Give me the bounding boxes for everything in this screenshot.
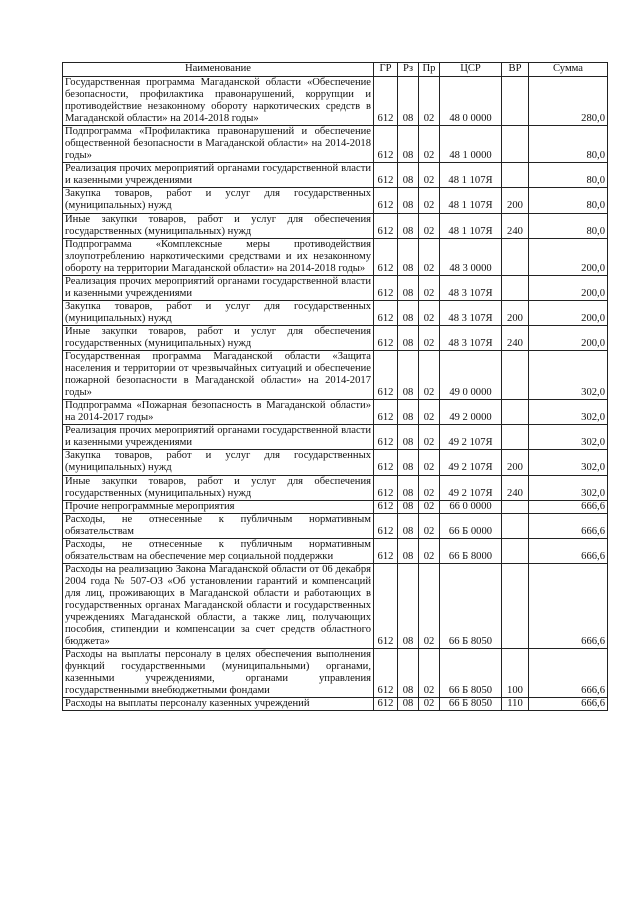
cell-pr: 02 [419,351,440,400]
cell-vr: 200 [502,450,529,475]
cell-sum: 302,0 [529,450,608,475]
cell-name: Реализация прочих мероприятий органами государственной власти и казенными учреждениями [63,163,374,188]
cell-name: Расходы на выплаты персоналу в целях обеспечения выполнения функций государственными (муниципальными) органами, казенными учреждениями, органами управления государственными внебюджетными фондами [63,649,374,698]
cell-vr [502,563,529,648]
cell-sum: 280,0 [529,77,608,126]
cell-vr [502,400,529,425]
cell-pr: 02 [419,513,440,538]
cell-vr [502,425,529,450]
cell-name: Расходы на выплаты персоналу казенных учреждений [63,698,374,711]
cell-gr: 612 [374,275,398,300]
cell-csr: 48 1 0000 [440,126,502,163]
cell-vr [502,351,529,400]
cell-pr: 02 [419,325,440,350]
cell-gr: 612 [374,649,398,698]
table-row [63,275,608,300]
table-row [63,400,608,425]
table-row [63,513,608,538]
cell-pr: 02 [419,475,440,500]
cell-vr: 200 [502,188,529,213]
cell-gr: 612 [374,698,398,711]
cell-csr: 48 0 0000 [440,77,502,126]
table-row [63,163,608,188]
cell-pr: 02 [419,400,440,425]
cell-csr: 49 2 107Я [440,450,502,475]
cell-rz: 08 [398,500,419,513]
cell-gr: 612 [374,188,398,213]
cell-csr: 48 3 107Я [440,325,502,350]
cell-rz: 08 [398,213,419,238]
table-row [63,188,608,213]
table-row [63,698,608,711]
cell-name: Расходы на реализацию Закона Магаданской области от 06 декабря 2004 года № 507-ОЗ «Об установлении гарантий и компенсаций для лиц, проживающих в Магаданской области и работающих в государственных органах Магаданской области и государственных учреждениях Магаданской области, а также лиц, получающих пособия, стипендии и компенсации за счет средств областного бюджета» [63,563,374,648]
cell-csr: 49 2 107Я [440,475,502,500]
cell-pr: 02 [419,300,440,325]
cell-name: Закупка товаров, работ и услуг для государственных (муниципальных) нужд [63,188,374,213]
cell-pr: 02 [419,698,440,711]
cell-rz: 08 [398,513,419,538]
table-row [63,475,608,500]
cell-gr: 612 [374,77,398,126]
cell-sum: 302,0 [529,425,608,450]
cell-rz: 08 [398,77,419,126]
cell-pr: 02 [419,126,440,163]
budget-page [62,62,607,711]
cell-vr [502,538,529,563]
cell-sum: 80,0 [529,126,608,163]
header-sum: Сумма [529,63,608,77]
cell-pr: 02 [419,425,440,450]
cell-sum: 80,0 [529,188,608,213]
cell-sum: 200,0 [529,275,608,300]
cell-csr: 49 2 107Я [440,425,502,450]
cell-rz: 08 [398,126,419,163]
table-row [63,325,608,350]
cell-sum: 666,6 [529,513,608,538]
cell-gr: 612 [374,425,398,450]
table-row [63,500,608,513]
header-csr: ЦСР [440,63,502,77]
header-gr: ГР [374,63,398,77]
cell-rz: 08 [398,188,419,213]
cell-sum: 302,0 [529,351,608,400]
cell-name: Государственная программа Магаданской области «Защита населения и территории от чрезвычайных ситуаций и обеспечение пожарной безопасности в Магаданской области» на 2014-2017 годы» [63,351,374,400]
cell-csr: 66 0 0000 [440,500,502,513]
cell-pr: 02 [419,649,440,698]
cell-name: Иные закупки товаров, работ и услуг для обеспечения государственных (муниципальных) нужд [63,475,374,500]
cell-gr: 612 [374,475,398,500]
cell-vr: 100 [502,649,529,698]
table-row [63,213,608,238]
header-name: Наименование [63,63,374,77]
table-header [63,63,608,77]
cell-rz: 08 [398,698,419,711]
cell-name: Прочие непрограммные мероприятия [63,500,374,513]
cell-vr: 110 [502,698,529,711]
cell-vr [502,163,529,188]
cell-vr [502,126,529,163]
cell-gr: 612 [374,213,398,238]
cell-sum: 666,6 [529,649,608,698]
cell-gr: 612 [374,563,398,648]
cell-csr: 49 2 0000 [440,400,502,425]
cell-gr: 612 [374,450,398,475]
cell-rz: 08 [398,275,419,300]
cell-csr: 48 1 107Я [440,213,502,238]
cell-sum: 302,0 [529,475,608,500]
header-pr: Пр [419,63,440,77]
cell-csr: 66 Б 8050 [440,698,502,711]
cell-gr: 612 [374,163,398,188]
cell-csr: 66 Б 8000 [440,538,502,563]
cell-name: Подпрограмма «Комплексные меры противодействия злоупотреблению наркотическими средствами и их незаконному обороту на территории Магаданской области» на 2014-2018 годы» [63,238,374,275]
cell-pr: 02 [419,563,440,648]
cell-pr: 02 [419,188,440,213]
table-row [63,77,608,126]
cell-pr: 02 [419,500,440,513]
cell-pr: 02 [419,450,440,475]
cell-gr: 612 [374,513,398,538]
cell-rz: 08 [398,163,419,188]
cell-gr: 612 [374,300,398,325]
table-row [63,563,608,648]
cell-csr: 48 1 107Я [440,188,502,213]
cell-sum: 302,0 [529,400,608,425]
cell-name: Расходы, не отнесенные к публичным нормативным обязательствам на обеспечение мер социальной поддержки [63,538,374,563]
cell-rz: 08 [398,300,419,325]
table-row [63,300,608,325]
cell-vr [502,238,529,275]
cell-name: Иные закупки товаров, работ и услуг для обеспечения государственных (муниципальных) нужд [63,213,374,238]
cell-name: Реализация прочих мероприятий органами государственной власти и казенными учреждениями [63,275,374,300]
table-row [63,351,608,400]
header-vr: ВР [502,63,529,77]
cell-gr: 612 [374,538,398,563]
cell-sum: 200,0 [529,300,608,325]
table-row [63,450,608,475]
cell-csr: 66 Б 8050 [440,649,502,698]
cell-gr: 612 [374,351,398,400]
table-row [63,238,608,275]
cell-sum: 80,0 [529,163,608,188]
cell-vr: 240 [502,325,529,350]
cell-vr [502,500,529,513]
cell-pr: 02 [419,213,440,238]
header-rz: Рз [398,63,419,77]
cell-rz: 08 [398,351,419,400]
cell-vr: 240 [502,475,529,500]
cell-csr: 48 3 107Я [440,275,502,300]
cell-name: Иные закупки товаров, работ и услуг для обеспечения государственных (муниципальных) нужд [63,325,374,350]
cell-vr: 200 [502,300,529,325]
cell-name: Государственная программа Магаданской области «Обеспечение безопасности, профилактика правонарушений, коррупции и противодействие незаконному обороту наркотических средств в Магаданской области» на 2014-2018 годы» [63,77,374,126]
table-row [63,649,608,698]
cell-vr [502,513,529,538]
cell-sum: 666,6 [529,500,608,513]
cell-rz: 08 [398,538,419,563]
cell-name: Расходы, не отнесенные к публичным нормативным обязательствам [63,513,374,538]
budget-table [62,62,608,711]
cell-pr: 02 [419,275,440,300]
cell-rz: 08 [398,450,419,475]
cell-sum: 200,0 [529,325,608,350]
cell-csr: 48 3 107Я [440,300,502,325]
cell-name: Подпрограмма «Профилактика правонарушений и обеспечение общественной безопасности в Магаданской области» на 2014-2018 годы» [63,126,374,163]
cell-name: Подпрограмма «Пожарная безопасность в Магаданской области» на 2014-2017 годы» [63,400,374,425]
cell-sum: 666,6 [529,698,608,711]
table-row [63,538,608,563]
cell-rz: 08 [398,649,419,698]
cell-name: Закупка товаров, работ и услуг для государственных (муниципальных) нужд [63,450,374,475]
cell-pr: 02 [419,163,440,188]
cell-sum: 80,0 [529,213,608,238]
table-row [63,425,608,450]
cell-rz: 08 [398,400,419,425]
cell-vr: 240 [502,213,529,238]
cell-vr [502,77,529,126]
cell-csr: 49 0 0000 [440,351,502,400]
cell-csr: 48 1 107Я [440,163,502,188]
cell-name: Реализация прочих мероприятий органами государственной власти и казенными учреждениями [63,425,374,450]
cell-gr: 612 [374,325,398,350]
cell-pr: 02 [419,77,440,126]
cell-rz: 08 [398,425,419,450]
cell-csr: 48 3 0000 [440,238,502,275]
cell-gr: 612 [374,126,398,163]
cell-gr: 612 [374,400,398,425]
cell-csr: 66 Б 8050 [440,563,502,648]
table-row [63,126,608,163]
cell-sum: 666,6 [529,538,608,563]
cell-vr [502,275,529,300]
cell-gr: 612 [374,238,398,275]
cell-pr: 02 [419,538,440,563]
cell-sum: 200,0 [529,238,608,275]
cell-rz: 08 [398,563,419,648]
cell-name: Закупка товаров, работ и услуг для государственных (муниципальных) нужд [63,300,374,325]
cell-rz: 08 [398,325,419,350]
cell-gr: 612 [374,500,398,513]
cell-sum: 666,6 [529,563,608,648]
cell-rz: 08 [398,475,419,500]
cell-csr: 66 Б 0000 [440,513,502,538]
cell-pr: 02 [419,238,440,275]
cell-rz: 08 [398,238,419,275]
